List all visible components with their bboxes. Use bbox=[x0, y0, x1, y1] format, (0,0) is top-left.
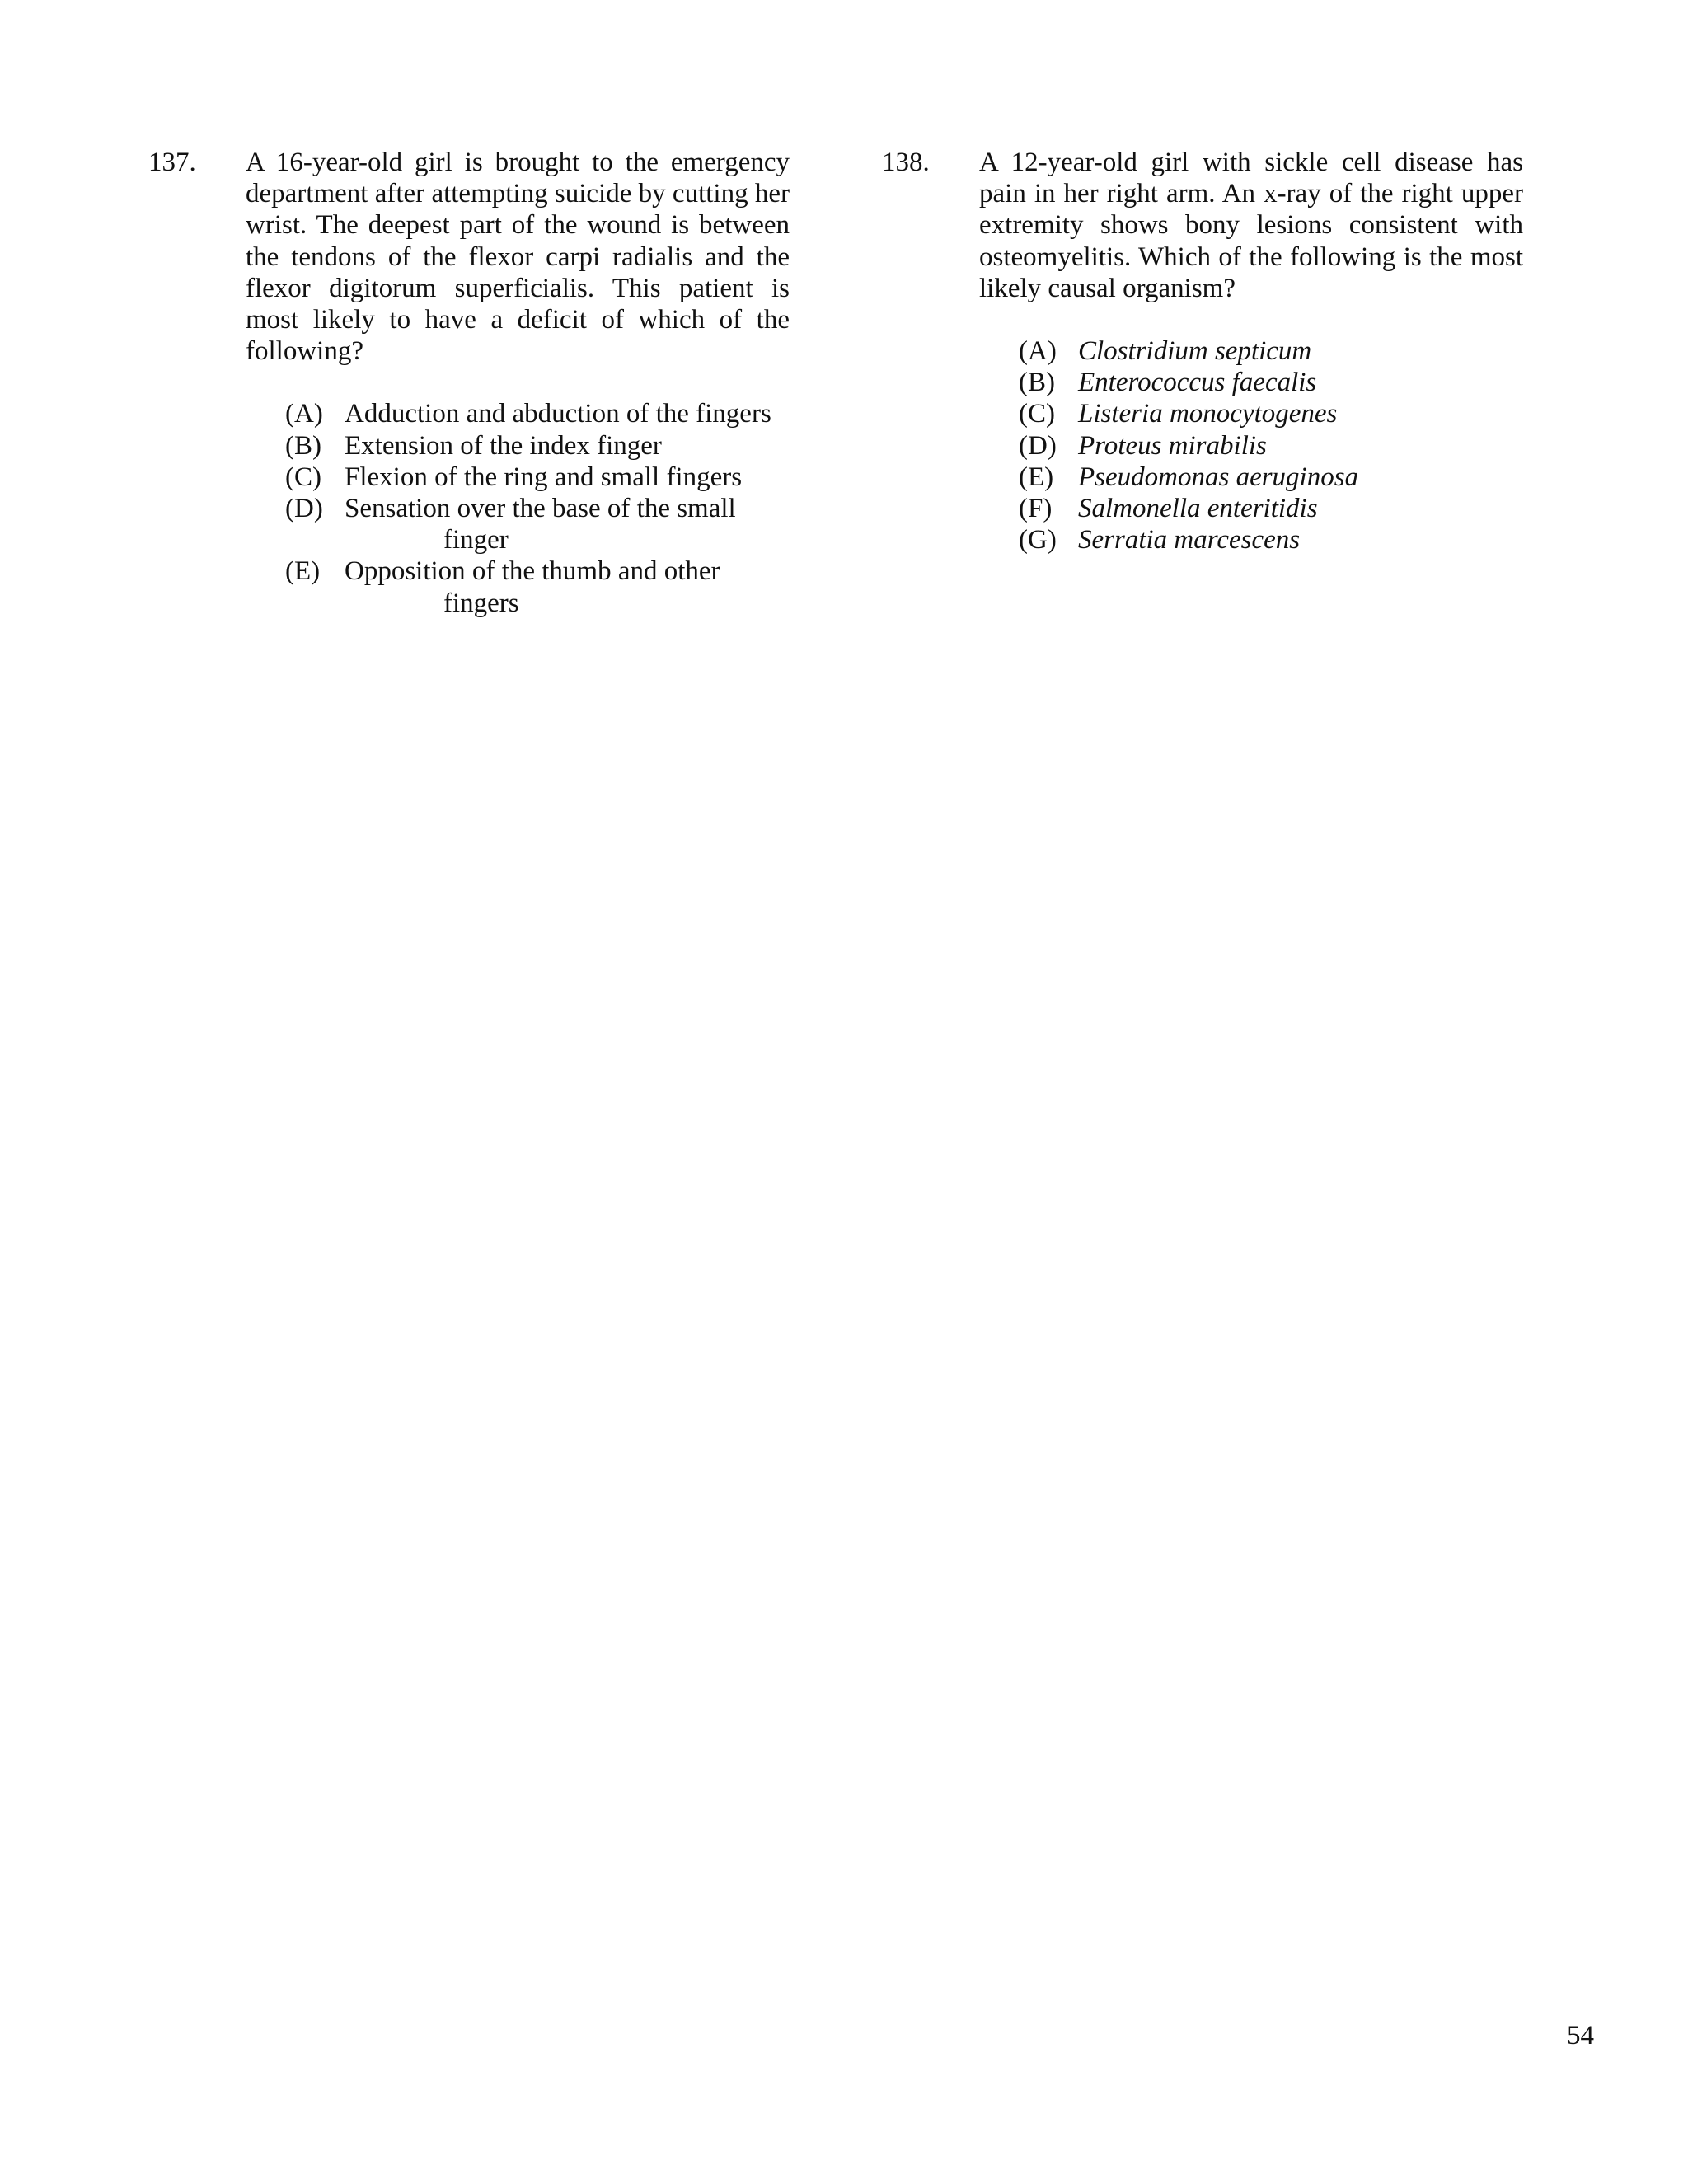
answer-option-e[interactable] bbox=[1019, 462, 1533, 493]
option-letter: (F) bbox=[1019, 494, 1053, 524]
answer-option-e[interactable] bbox=[285, 555, 791, 618]
option-text: Adduction and abduction of the fingers bbox=[345, 399, 771, 429]
answer-option-b[interactable] bbox=[285, 430, 791, 462]
answer-options bbox=[285, 398, 791, 618]
option-text: Salmonella enteritidis bbox=[1078, 494, 1318, 524]
option-letter: (C) bbox=[285, 462, 321, 492]
answer-option-b[interactable] bbox=[1019, 367, 1533, 398]
question-stem: A 16-year-old girl is brought to the emergency department after attempting suicide by cutting her wrist. The deepest part of the wound is between the tendons of the flexor carpi radialis and the flexor digitorum superficialis. This patient is most likely to have a deficit of which of the following? bbox=[246, 148, 790, 367]
option-text: Pseudomonas aeruginosa bbox=[1078, 462, 1359, 492]
page-number: 54 bbox=[1567, 2021, 1594, 2050]
option-text: Opposition of the thumb and other fingers bbox=[345, 556, 720, 618]
option-letter: (D) bbox=[1019, 430, 1057, 461]
option-letter: (A) bbox=[285, 399, 323, 429]
answer-option-d[interactable] bbox=[285, 493, 791, 555]
question-138 bbox=[882, 147, 1533, 555]
answer-option-a[interactable] bbox=[1019, 335, 1533, 367]
question-number: 137. bbox=[148, 148, 196, 177]
answer-option-d[interactable] bbox=[1019, 430, 1533, 462]
option-letter: (G) bbox=[1019, 525, 1057, 555]
option-letter: (C) bbox=[1019, 399, 1055, 429]
answer-option-c[interactable] bbox=[285, 462, 791, 493]
answer-option-c[interactable] bbox=[1019, 398, 1533, 429]
option-letter: (B) bbox=[285, 430, 321, 461]
option-text: Flexion of the ring and small fingers bbox=[345, 462, 743, 492]
question-number: 138. bbox=[882, 148, 930, 177]
answer-option-a[interactable] bbox=[285, 398, 791, 429]
question-stem: A 12-year-old girl with sickle cell disease has pain in her right arm. An x-ray of the right upper extremity shows bony lesions consistent with osteomyelitis. Which of the following is the most likely causal organism? bbox=[979, 148, 1523, 303]
option-text: Sensation over the base of the small finger bbox=[345, 494, 736, 555]
option-letter: (B) bbox=[1019, 368, 1055, 398]
question-137 bbox=[148, 147, 791, 619]
option-text: Enterococcus faecalis bbox=[1078, 368, 1317, 398]
option-letter: (A) bbox=[1019, 336, 1057, 367]
option-text: Serratia marcescens bbox=[1078, 525, 1301, 555]
option-text: Proteus mirabilis bbox=[1078, 430, 1267, 461]
answer-options bbox=[1019, 335, 1533, 555]
option-letter: (E) bbox=[285, 556, 321, 587]
option-text: Listeria monocytogenes bbox=[1078, 399, 1338, 429]
option-letter: (D) bbox=[285, 494, 323, 524]
option-letter: (E) bbox=[1019, 462, 1054, 492]
answer-option-g[interactable] bbox=[1019, 524, 1533, 555]
answer-option-f[interactable] bbox=[1019, 493, 1533, 524]
option-text: Extension of the index finger bbox=[345, 430, 662, 461]
option-text: Clostridium septicum bbox=[1078, 336, 1312, 367]
